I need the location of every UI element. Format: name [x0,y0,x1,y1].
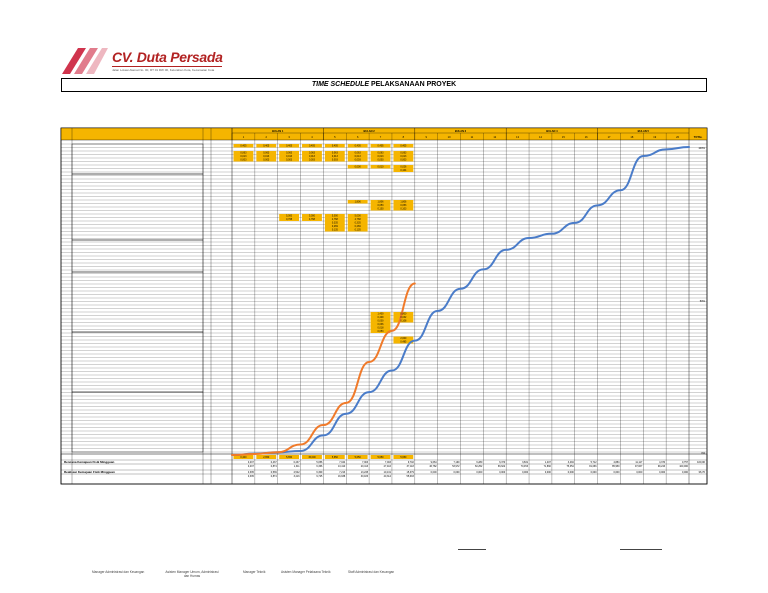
summary-value: 1,311 [293,465,300,468]
section-box [72,392,203,452]
gantt-cell-value: 0,135 [331,228,338,232]
s-curve-realisasi-point [391,330,392,331]
gantt-cell-value: 0,063 [286,151,293,155]
summary-value: 0,335 [247,475,254,478]
summary-row-total: 100,00 [697,461,705,464]
week-label: 3 [288,136,290,139]
gantt-cell-value: 0,003 [308,158,315,162]
gantt-cell-value: 0,063 [400,151,407,155]
summary-value: 0,437 [247,461,254,464]
gantt-cell-value: 0,003 [400,158,407,162]
month-label: BULAN 4 [546,130,558,133]
week-label: 11 [470,136,474,139]
summary-value: 15,000 [308,456,316,460]
summary-value: 0,000 [544,471,551,474]
summary-value: 70,453 [520,465,529,468]
summary-value: 2,650 [263,456,270,460]
gantt-cell-value: 0,768 [286,218,293,222]
summary-value: 6,280 [476,461,483,464]
section-box [72,272,203,332]
gantt-cell-value: 0,800 [400,312,407,316]
summary-value: 0,000 [636,471,643,474]
summary-value: 1,407 [544,461,551,464]
s-curve-rencana-point [666,149,667,150]
gantt-cell-value: 0,063 [240,151,247,155]
summary-value: 37,118 [406,465,414,468]
week-label: 18 [630,136,634,139]
week-label: 13 [516,136,520,139]
grid-layer [61,128,707,484]
week-label: 4 [311,136,313,139]
gantt-cell-value: 0,053 [400,204,407,208]
summary-value: 0,000 [453,471,460,474]
percent-axis-label: 0% [701,452,705,455]
gantt-cell-value: 0,053 [377,204,384,208]
gantt-cell-value: 5,000 [354,214,361,218]
summary-value: 55,693 [406,475,414,478]
summary-value: 16,938 [337,475,346,478]
summary-value: 99,243 [657,465,666,468]
summary-value: 97,067 [634,465,643,468]
week-label: 2 [265,136,268,139]
percent-axis-label: 100% [698,147,705,150]
gantt-cell-value: 5,000 [331,214,338,218]
gantt-cell-value: 0,003 [331,158,338,162]
week-label: 7 [379,136,382,139]
gantt-cell-value: 0,032 [400,316,407,320]
month-label: BULAN 3 [454,130,467,133]
gantt-cell-value: 1,806 [354,200,361,204]
s-curve-realisasi-point [346,402,347,403]
summary-value: 0,874 [270,475,277,478]
week-label: 17 [607,136,611,139]
summary-value: 4,370 [659,461,666,464]
week-label: 15 [561,136,565,139]
summary-value: 0,000 [590,471,597,474]
summary-value: 11,117 [635,461,643,464]
gantt-cell-value: 0,013 [354,155,361,159]
s-curve-rencana-point [483,269,484,270]
s-curve-rencana-point [346,413,347,414]
summary-value: 7,213 [339,471,346,474]
gantt-cell-value: 0,335 [354,221,361,225]
company-name: CV. Duta Persada [112,49,223,65]
label-layer [64,129,706,478]
summary-value: 15,379 [406,471,414,474]
summary-value: 81,066 [589,465,597,468]
summary-value: 0,437 [293,461,300,464]
gantt-cell-value: 4,768 [354,218,361,222]
gantt-cell-value: 5,000 [286,214,293,218]
s-curve-rencana-point [528,237,529,238]
month-label: BULAN 2 [363,130,375,133]
gantt-cell-value: 0,053 [377,330,384,334]
summary-value: 27,416 [383,465,391,468]
gantt-cell-value: 0,003 [240,158,247,162]
summary-value: 0,437 [270,461,277,464]
gantt-cell-value: 0,405 [240,144,247,148]
gantt-cell-value: 0,000 [354,165,361,169]
week-label: 1 [242,136,245,139]
summary-row-label: Realisasi Kemajuan Fisik Mingguan [64,470,115,474]
summary-value: 0,000 [659,471,666,474]
signature-4: Asisten Manager Pelaksana Teknik [281,570,331,574]
summary-value: 0,539 [270,471,277,474]
s-curve-rencana-point [460,288,461,289]
gantt-cell-value: 0,063 [331,151,338,155]
gantt-cell-value: 1,806 [400,200,407,204]
gantt-cell-value: 0,135 [354,228,361,232]
week-label: 10 [447,136,451,139]
summary-row-total: 36,70 [698,471,705,474]
gantt-cell-value: 2,000 [400,337,407,341]
gantt-cell-value: 0,269 [354,225,361,229]
gantt-cell-value: 0,405 [286,144,293,148]
summary-value: 7,044 [339,461,346,464]
s-curve-rencana-point [620,190,621,191]
title-italic: TIME SCHEDULE [311,81,370,88]
summary-value: 6,370 [499,461,506,464]
summary-value: 9,725 [316,475,323,478]
s-curve-rencana-point [597,205,598,206]
gantt-cell-value: 0,103 [400,207,407,211]
summary-value: 0,437 [247,465,254,468]
gantt-cell-value: 0,063 [263,151,270,155]
summary-value: 5,650 [354,456,361,460]
gantt-cell-value: 0,013 [240,155,247,159]
summary-value: 20,413 [360,465,369,468]
summary-value: 75,354 [566,465,574,468]
summary-value: 7,190 [453,461,460,464]
gantt-cell-value: 0,409 [377,316,384,320]
summary-row-label: Rencana Kemajuan Fisik Mingguan [64,460,115,464]
summary-value: 0,000 [430,471,437,474]
week-label: 9 [425,136,427,139]
summary-value: 5,650 [286,456,293,460]
gantt-cell-value: 0,013 [377,155,384,159]
summary-value: 3,416 [293,475,300,478]
summary-value: 71,860 [543,465,551,468]
summary-value: 9,664 [430,461,437,464]
summary-value: 4,884 [613,461,620,464]
gantt-cell-value: 1,806 [377,200,384,204]
company-address: Jalan Lokasi Alamat No. 00, RT 01 RW 00, Kelurahan Kota, Kecamatan Kota [112,68,215,72]
gantt-cell-value: 0,063 [377,151,384,155]
s-curve-rencana-point [643,155,644,156]
summary-value: 3,831 [522,461,529,464]
summary-value: 3,494 [567,461,574,464]
gantt-cell-value: 0,108 [400,319,407,323]
summary-value: 5,650 [377,456,384,460]
summary-value: 85,950 [612,465,620,468]
gantt-cell-value: 0,018 [377,326,384,330]
s-curve-rencana-point [574,222,575,223]
summary-value: 0,400 [240,456,247,460]
week-label: 5 [334,136,336,139]
gantt-cell-value: 0,013 [400,155,407,159]
gantt-cell-value: 0,013 [263,155,270,159]
s-curve-rencana-point [414,340,415,341]
summary-value: 0,000 [682,471,688,474]
summary-value: 100,000 [679,465,688,468]
gantt-cell-value: 0,485 [400,340,407,344]
summary-value: 6,309 [316,471,323,474]
section-box [72,144,203,174]
summary-value: 13,410 [337,465,346,468]
s-curve-rencana-point [437,310,438,311]
summary-value: 0,757 [682,461,688,464]
summary-value: 0,000 [499,471,506,474]
title-rest: PELAKSANAAN PROYEK [369,81,457,88]
gantt-cell-value: 0,269 [331,225,338,229]
week-label: 19 [653,136,657,139]
s-curve-realisasi-point [414,283,415,284]
summary-value: 0,874 [270,465,277,468]
signature-line-2 [620,549,662,550]
section-box [72,332,203,392]
summary-value: 7,003 [362,461,369,464]
gantt-cell-value: 4,768 [308,218,315,222]
s-curve-rencana-point [506,249,507,250]
gantt-cell-value: 0,103 [377,207,384,211]
summary-value: 7,003 [384,461,391,464]
s-curve-rencana-point [391,370,392,371]
summary-value: 66,622 [497,465,506,468]
summary-value: 0,335 [247,471,254,474]
gantt-cell-value: 0,003 [377,158,384,162]
s-curve-realisasi-point [323,424,324,425]
week-label: 14 [539,136,542,139]
signature-2: Asisten Manager Umum, Administrasi dan Humas [165,570,219,578]
summary-value: 40,314 [383,475,391,478]
summary-value: 0,000 [522,471,529,474]
s-curve-realisasi-point [231,454,232,455]
month-label: BULAN 5 [637,130,649,133]
summary-value: 46,782 [429,465,437,468]
week-label: 6 [356,136,359,139]
summary-value: 5,650 [400,456,407,460]
week-label: 20 [676,136,680,139]
s-curve-realisasi-point [300,444,301,445]
s-curve-rencana-point [323,435,324,436]
signature-1: Manager Administrasi dan Keuangan [92,570,145,574]
summary-value: 0,000 [613,471,620,474]
gantt-cell-value: 4,768 [331,218,338,222]
signature-line-1 [458,549,486,550]
s-curve-rencana-point [688,146,689,147]
week-label: 16 [584,136,588,139]
summary-value: 5,712 [590,461,597,464]
gantt-cell-value: 0,335 [331,221,338,225]
gantt-cell-value: 0,405 [354,144,361,148]
signature-3: Manager Teknik [243,570,266,574]
gantt-cell-value: 0,026 [400,165,407,169]
summary-value: 0,000 [476,471,483,474]
s-curve-rencana-point [369,392,370,393]
total-label: TOTAL [693,136,703,139]
summary-value: 9,702 [407,461,414,464]
gantt-cell-value: 0,405 [331,144,338,148]
gantt-cell-value: 0,063 [308,151,315,155]
s-curve-rencana-point [300,450,301,451]
s-curve-realisasi-point [254,453,255,454]
s-curve-rencana-point [551,233,552,234]
gantt-cell-value: 0,013 [308,155,315,159]
summary-value: 5,056 [316,461,323,464]
gantt-cell-value: 0,405 [308,144,315,148]
signature-5: Staff Administrasi dan Keuangan [348,570,395,574]
summary-value: 60,252 [475,465,483,468]
s-curve-realisasi-point [369,361,370,362]
gantt-cell-value: 0,003 [286,158,293,162]
gantt-cell-value: 0,063 [354,151,361,155]
summary-value: 13,245 [360,471,369,474]
sheet-frame [61,128,707,484]
gantt-cell-value: 0,405 [263,144,270,148]
gantt-cell-value: 0,036 [377,323,384,327]
gantt-cell-value: 0,013 [331,155,338,159]
week-label: 8 [402,136,405,139]
gantt-cell-value: 0,000 [377,319,384,323]
gantt-cell-value: 0,003 [263,158,270,162]
gantt-cell-value: 0,104 [400,169,407,173]
gantt-cell-value: 0,405 [377,144,384,148]
gantt-cell-value: 1,400 [377,312,384,316]
month-label: BULAN 1 [272,130,284,133]
percent-axis-label: 50% [699,300,705,303]
summary-value: 5,650 [331,456,338,460]
summary-value: 10,131 [383,471,391,474]
gantt-cell-value: 0,003 [354,158,361,162]
gantt-cell-value: 0,405 [400,144,407,148]
week-label: 12 [493,136,497,139]
gantt-cell-value: 0,010 [377,165,384,169]
gantt-cell-value: 0,013 [286,155,293,159]
gantt-cell-value: 5,000 [308,214,315,218]
summary-value: 30,183 [360,475,369,478]
s-curve-realisasi-point [277,452,278,453]
summary-value: 2,542 [293,471,300,474]
summary-value: 6,366 [316,465,323,468]
summary-value: 53,972 [452,465,460,468]
summary-value: 0,000 [567,471,574,474]
